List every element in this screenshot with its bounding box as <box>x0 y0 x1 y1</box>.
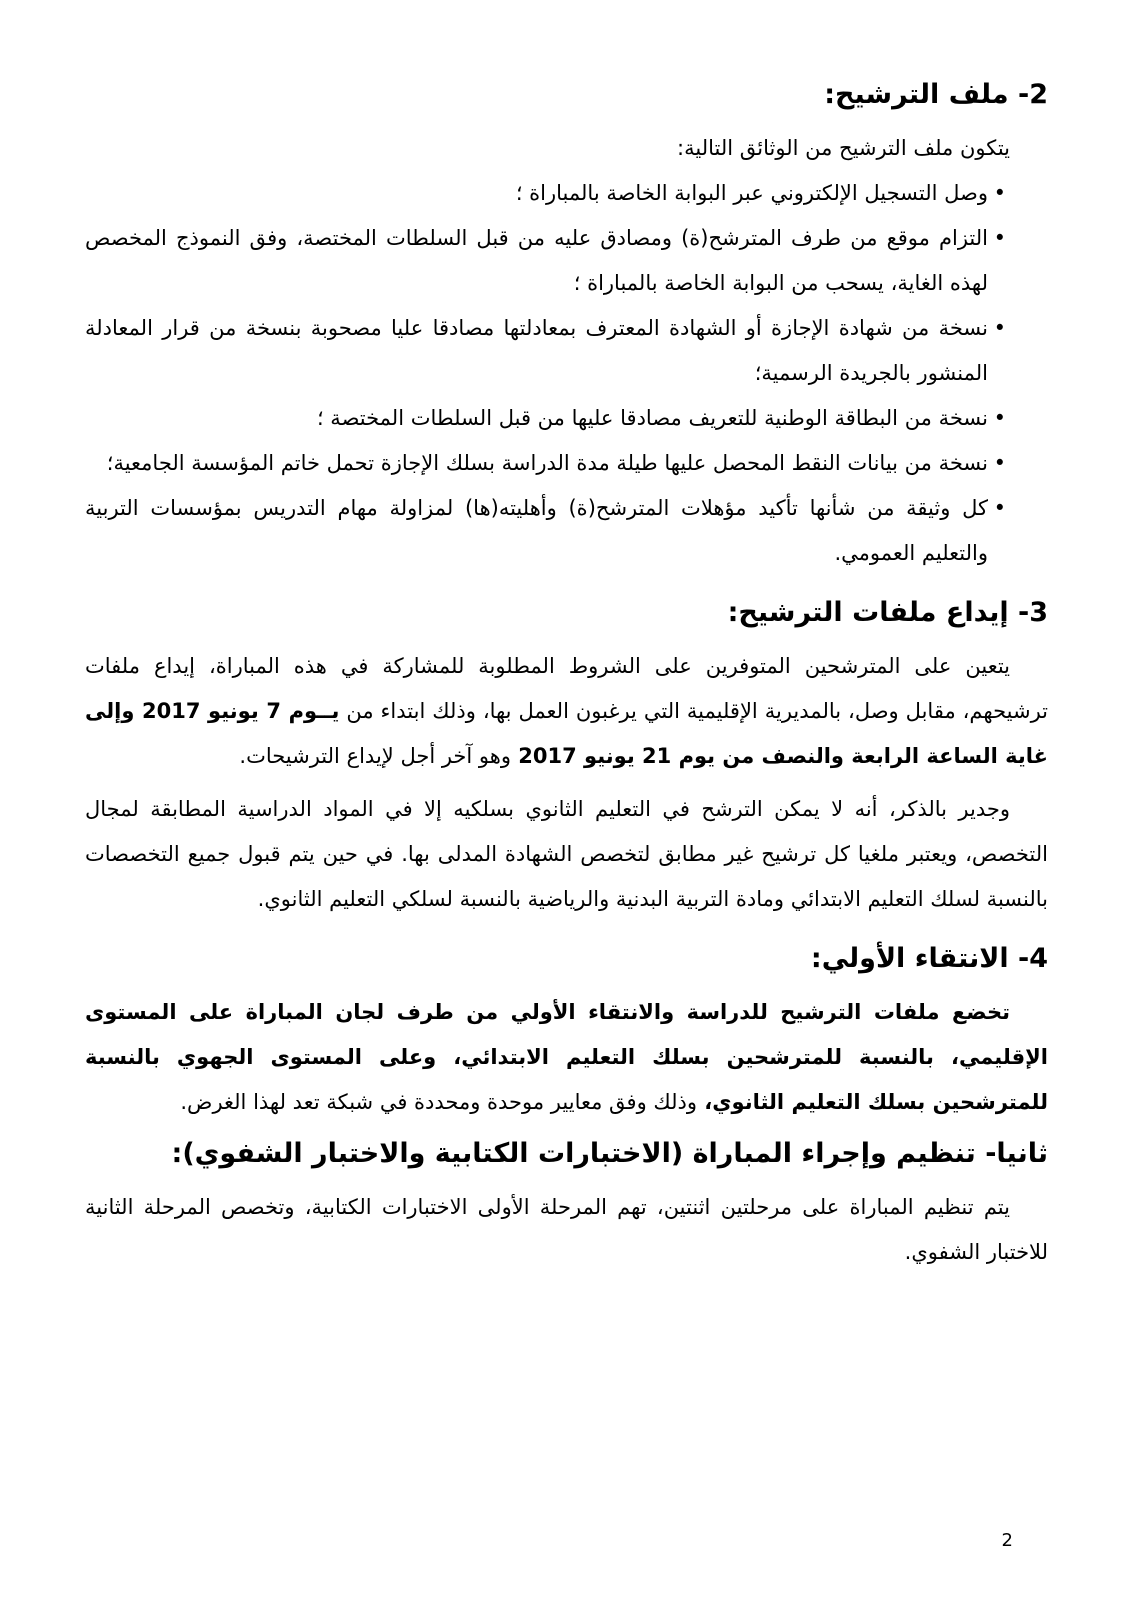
list-item-text: كل وثيقة من شأنها تأكيد مؤهلات المترشح(ة) وأهليته(ها) لمزاولة مهام التدريس بمؤسسات التربية والتعليم العمومي. <box>85 496 988 565</box>
bullet-icon: • <box>993 451 1006 475</box>
list-item <box>85 216 1006 306</box>
section-heading-file-deposit: 3- إيداع ملفات الترشيح: <box>727 597 1048 628</box>
list-item <box>85 171 1006 216</box>
candidacy-file-intro: يتكون ملف الترشيح من الوثائق التالية: <box>677 136 1010 160</box>
paragraph-segment: يتعين على المترشحين المتوفرين على الشروط المطلوبة للمشاركة في هذه المباراة، إيداع ملفات ترشيحهم، مقابل وصل، بالمديرية الإقليمية التي يرغبون العمل بها، وذلك ابتداء من <box>85 654 1049 723</box>
bullet-icon: • <box>993 316 1006 340</box>
paragraph-segment: وهو آخر أجل لإيداع الترشيحات. <box>239 744 511 768</box>
section-exam-organization <box>85 1135 1048 1275</box>
file-deposit-paragraph-1 <box>85 644 1048 779</box>
paragraph-segment: وذلك وفق معايير موحدة ومحددة في شبكة تعد لهذا الغرض. <box>180 1090 697 1114</box>
list-item-text: نسخة من شهادة الإجازة أو الشهادة المعترف بمعادلتها مصادقا عليا مصحوبة بنسخة من قرار المعادلة المنشور بالجريدة الرسمية؛ <box>85 316 988 385</box>
candidacy-documents-list <box>85 171 1048 576</box>
exam-organization-paragraph: يتم تنظيم المباراة على مرحلتين اثنتين، تهم المرحلة الأولى الاختبارات الكتابية، وتخصص المرحلة الثانية للاختبار الشفوي. <box>85 1195 1048 1264</box>
bullet-icon: • <box>993 496 1006 520</box>
list-item <box>85 396 1006 441</box>
list-item-text: نسخة من بيانات النقط المحصل عليها طيلة مدة الدراسة بسلك الإجازة تحمل خاتم المؤسسة الجامعية؛ <box>106 451 988 475</box>
bullet-icon: • <box>993 406 1006 430</box>
deadline-dates-bold: يــوم 7 يونيو 2017 وإلى غاية الساعة الرابعة والنصف من يوم 21 يونيو 2017 <box>85 699 1048 768</box>
file-deposit-paragraph-2: وجدير بالذكر، أنه لا يمكن الترشح في التعليم الثانوي بسلكيه إلا في المواد الدراسية المطابقة لمجال التخصص، ويعتبر ملغيا كل ترشيح غير مطابق لتخصص الشهادة المدلى بها. في حين يتم قبول جميع التخصصات بالنسبة لسلك التعليم الابتدائي ومادة التربية البدنية والرياضية بالنسبة لسلكي التعليم الثانوي. <box>85 797 1048 911</box>
list-item-text: التزام موقع من طرف المترشح(ة) ومصادق عليه من قبل السلطات المختصة، وفق النموذج المخصص لهذه الغاية، يسحب من البوابة الخاصة بالمباراة ؛ <box>85 226 988 295</box>
section-file-deposit <box>85 594 1048 922</box>
section-candidacy-file <box>85 76 1048 576</box>
list-item <box>85 306 1006 396</box>
section-heading-exam-organization: ثانيا- تنظيم وإجراء المباراة (الاختبارات الكتابية والاختبار الشفوي): <box>171 1138 1048 1169</box>
initial-selection-paragraph <box>85 990 1048 1125</box>
selection-committees-bold: تخضع ملفات الترشيح للدراسة والانتقاء الأولي من طرف لجان المباراة على المستوى الإقليمي، بالنسبة للمترشحين بسلك التعليم الابتدائي، وعلى المستوى الجهوي بالنسبة للمترشحين بسلك التعليم الثانوي، <box>85 1000 1048 1114</box>
list-item-text: وصل التسجيل الإلكتروني عبر البوابة الخاصة بالمباراة ؛ <box>515 181 988 205</box>
bullet-icon: • <box>993 226 1006 250</box>
section-initial-selection <box>85 940 1048 1125</box>
list-item-text: نسخة من البطاقة الوطنية للتعريف مصادقا عليها من قبل السلطات المختصة ؛ <box>316 406 988 430</box>
section-heading-initial-selection: 4- الانتقاء الأولي: <box>810 943 1048 974</box>
bullet-icon: • <box>993 181 1006 205</box>
page-number: 2 <box>1001 1530 1013 1551</box>
section-heading-candidacy-file: 2- ملف الترشيح: <box>824 79 1048 110</box>
list-item <box>85 441 1006 486</box>
list-item <box>85 486 1006 576</box>
